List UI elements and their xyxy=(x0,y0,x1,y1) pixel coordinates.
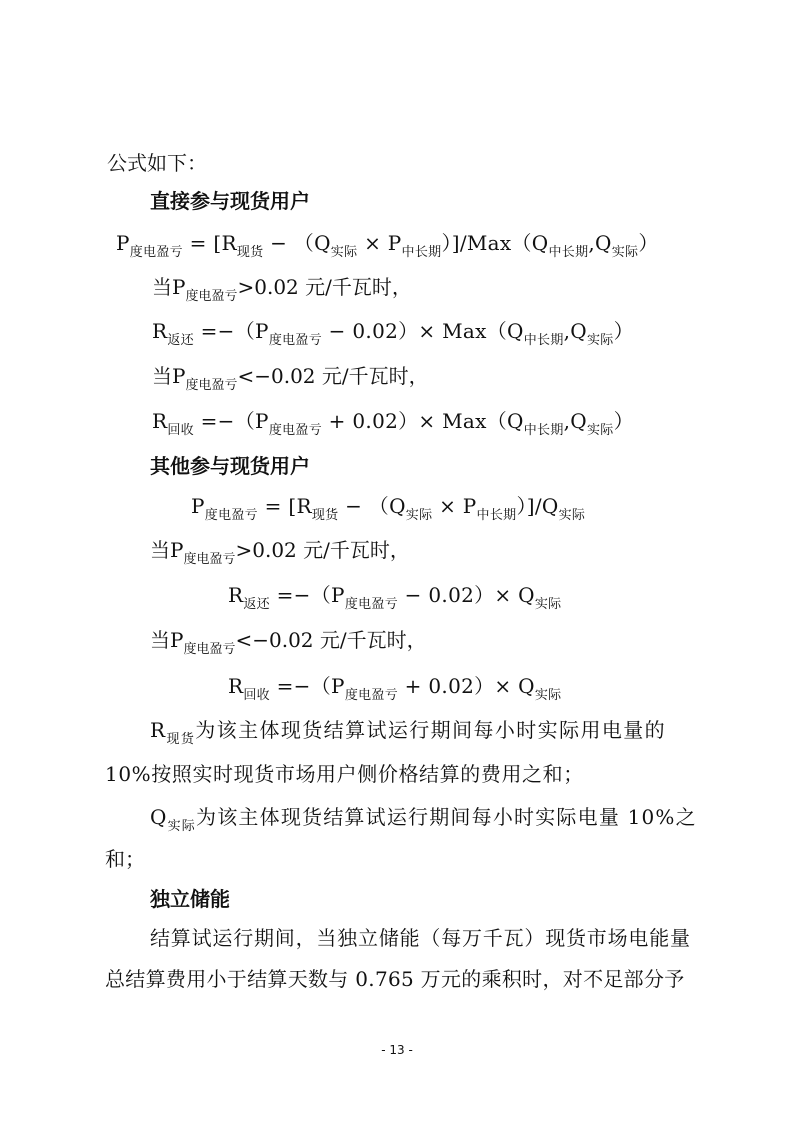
intro-text: 公式如下： xyxy=(107,151,207,175)
condition-direct-negative: 当$P_{度电盈亏}<-0.02$ 元/千瓦时， xyxy=(152,364,429,393)
definition-r-spot-line2: 10%按照实时现货市场用户侧价格结算的费用之和； xyxy=(105,762,584,786)
section-heading-other: 其他参与现货用户 xyxy=(150,454,310,478)
formula-direct-p: $P_{度电盈亏} = [R_{现货} - (Q_{实际} \times P_{中长期})]/Max(Q_{中长期},Q_{实际})$ xyxy=(116,231,659,260)
condition-direct-positive: 当$P_{度电盈亏}>0.02$ 元/千瓦时， xyxy=(152,275,412,304)
condition-other-positive: 当$P_{度电盈亏}>0.02$ 元/千瓦时， xyxy=(150,538,410,567)
definition-q-actual-line2: 和； xyxy=(105,847,145,871)
formula-other-recover: $R_{回收} =-(P_{度电盈亏} + 0.02)\times Q_{实际}$ xyxy=(228,674,562,703)
condition-other-negative: 当$P_{度电盈亏}<-0.02$ 元/千瓦时， xyxy=(150,628,427,657)
storage-paragraph-line2: 总结算费用小于结算天数与 0.765 万元的乘积时，对不足部分予 xyxy=(105,967,685,991)
formula-direct-recover: $R_{回收} =-(P_{度电盈亏} + 0.02)\times Max(Q_{中长期},Q_{实际})$ xyxy=(152,409,634,438)
storage-paragraph-line1: 结算试运行期间，当独立储能（每万千瓦）现货市场电能量 xyxy=(150,926,691,950)
page-number: - 13 - xyxy=(381,1043,413,1057)
definition-q-actual-line1: $Q_{实际}$为该主体现货结算试运行期间每小时实际电量 10%之 xyxy=(150,805,697,834)
section-heading-direct: 直接参与现货用户 xyxy=(150,189,310,213)
formula-other-p: $P_{度电盈亏} = [R_{现货} - (Q_{实际} \times P_{中长期})]/Q_{实际}$ xyxy=(191,494,586,523)
section-heading-storage: 独立储能 xyxy=(150,887,230,911)
formula-direct-return: $R_{返还} =-(P_{度电盈亏} - 0.02)\times Max(Q_{中长期},Q_{实际})$ xyxy=(152,319,634,348)
formula-other-return: $R_{返还} =-(P_{度电盈亏} - 0.02)\times Q_{实际}$ xyxy=(228,583,562,612)
definition-r-spot-line1: $R_{现货}$为该主体现货结算试运行期间每小时实际用电量的 xyxy=(150,718,667,747)
